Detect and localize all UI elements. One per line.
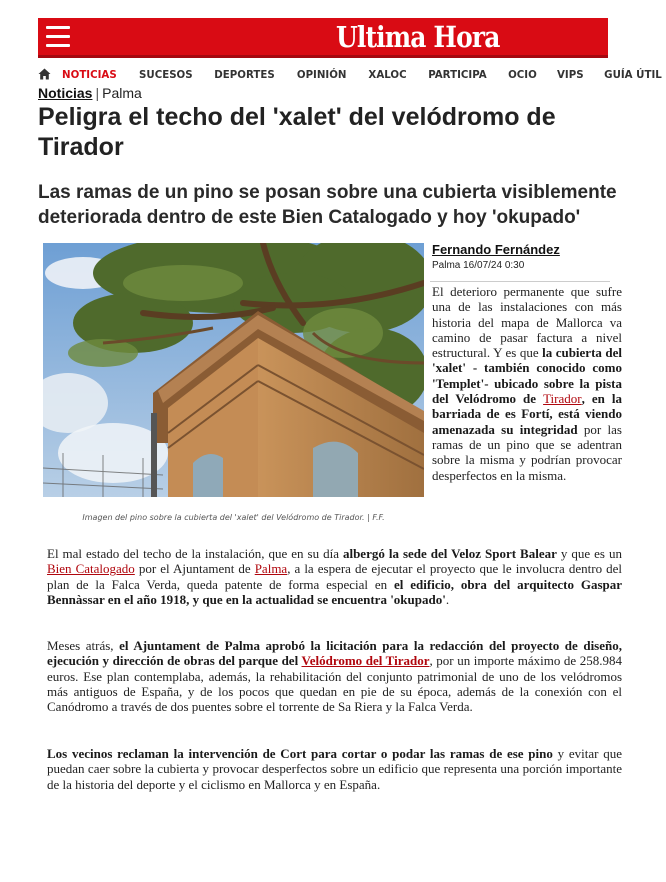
velodromo-del-tirador-link[interactable]: Velódromo del Tirador: [301, 653, 430, 669]
p3-text-2: , por un importe máximo de 258.984 euros. Ese plan contemplaba, además, la rehabilitación del conjunto patrimonial de uno de los velódromos más antiguos de España, y de los pocos que quedan en pie de su época, además de la conexión con el Canódromo a través de dos puentes sobre el torrente de Sa Riera y la Falca Verda.: [47, 653, 622, 715]
main-nav: [38, 62, 662, 86]
nav-item-xaloc[interactable]: XALOC: [368, 67, 407, 81]
p3-text-1: Meses atrás,: [47, 638, 120, 653]
article-paragraph-3: [47, 638, 622, 714]
article-headline: Peligra el techo del 'xalet' del velódromo de Tirador: [38, 103, 556, 161]
p4-text-1: y evitar que puedan caer sobre la cubierta y provocar desperfectos sobre un edificio que representa una porción importante de la historia del deporte y el ciclismo en Mallorca y en España.: [47, 746, 622, 792]
article-photo[interactable]: [43, 243, 424, 497]
article-subtitle: Las ramas de un pino se posan sobre una cubierta visiblemente deteriorada dentro de este Bien Catalogado y hoy 'okupado': [38, 182, 617, 228]
top-bar: [38, 18, 608, 58]
article-dateline: Palma 16/07/24 0:30: [432, 260, 525, 271]
photo-caption: Imagen del pino sobre la cubierta del 'xalet' del Velódromo de Tirador. | F.F.: [82, 513, 385, 522]
bien-catalogado-link[interactable]: Bien Catalogado: [47, 561, 135, 577]
article-lead-paragraph: [432, 284, 622, 483]
p3-bold-1: el Ajuntament de Palma aprobó la licitación para la redacción del proyecto de diseño, ejecución y dirección de obras del parque del: [47, 638, 622, 669]
byline-divider: [430, 281, 610, 282]
tirador-link[interactable]: Tirador: [543, 391, 582, 407]
p2-text-3: por el Ajuntament de: [134, 561, 255, 577]
home-icon[interactable]: [38, 68, 51, 80]
nav-item-guia-util[interactable]: GUÍA ÚTIL: [604, 67, 662, 81]
breadcrumb-subsection-link[interactable]: Palma: [102, 85, 142, 101]
site-logo[interactable]: Ultima Hora: [336, 20, 500, 54]
lead-bold-2: , en la barriada de es Fortí, está viendo amenazada su integridad: [432, 391, 622, 437]
p2-text-1: El mal estado del techo de la instalación, que en su día: [47, 546, 343, 561]
nav-item-deportes[interactable]: DEPORTES: [214, 67, 276, 81]
p2-text-5: .: [445, 591, 450, 607]
article-paragraph-4: [47, 746, 622, 792]
palma-link[interactable]: Palma: [254, 561, 288, 577]
lead-bold-1: la cubierta del 'xalet' - también conocido como 'Templet'- ubicado sobre la pista del Velódromo de: [432, 345, 623, 407]
nav-item-noticias[interactable]: NOTICIAS: [62, 67, 117, 81]
nav-item-vips[interactable]: VIPS: [556, 67, 584, 81]
p4-bold-1: Los vecinos reclaman la intervención de Cort para cortar o podar las ramas de ese pino: [47, 746, 553, 761]
nav-item-sucesos[interactable]: SUCESOS: [138, 67, 193, 81]
breadcrumb-section-link[interactable]: Noticias: [38, 85, 93, 101]
nav-item-ocio[interactable]: OCIO: [507, 67, 537, 81]
breadcrumb-separator: |: [95, 85, 100, 101]
article-paragraph-2: [47, 546, 622, 607]
p2-bold-1: albergó la sede del Veloz Sport Balear: [342, 546, 557, 561]
lead-text-2: por las ramas de un pino que se adentran sobre la misma y podrían provocar desperfectos en la misma.: [432, 421, 622, 483]
nav-item-opinion[interactable]: OPINIÓN: [297, 67, 347, 81]
p2-text-4: , a la espera de ejecutar el proyecto que le involucra dentro del plan de la Falca Verda, queda patente de forma especial en: [47, 561, 623, 592]
p2-bold-2: el edificio, obra del arquitecto Gaspar Bennàssar en el año 1918, y que en la actualidad se encuentra 'okupado': [47, 576, 622, 607]
p2-text-2: y que es un: [556, 546, 622, 561]
lead-text-1: El deterioro permanente que sufre una de las instalaciones con más historia del mapa de Mallorca va camino de pasar factura a nivel estructural. Y es que: [432, 284, 622, 361]
author-link[interactable]: Fernando Fernández: [432, 242, 560, 257]
nav-item-participa[interactable]: PARTICIPA: [428, 67, 487, 81]
breadcrumb: [38, 85, 142, 101]
hamburger-menu-icon[interactable]: [46, 26, 70, 48]
